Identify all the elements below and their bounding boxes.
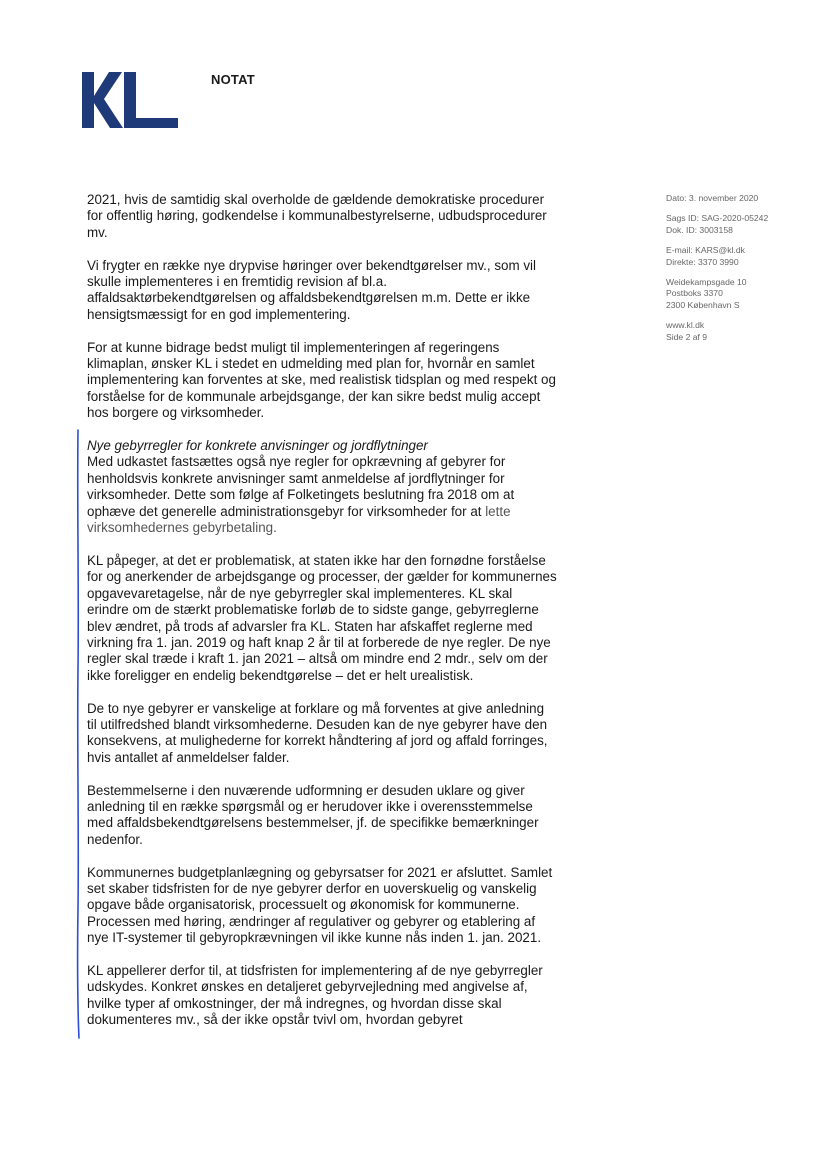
page-number: Side 2 af 9: [666, 331, 708, 342]
document-type-label: NOTAT: [211, 72, 255, 87]
logo-letter-l: [124, 72, 178, 128]
paragraph-8: Kommunernes budgetplanlægning og gebyrsatser for 2021 er afsluttet. Samlet set skaber tidsfristen for de nye gebyrer derfor en uoverskuelig og vanskelig opgave både organisatorisk, processuelt og økonomisk for kommunerne. Processen med høring, ændringer af regulativer og gebyrer og etablering af nye IT-systemer til gebyropkrævningen vil ikke kunne nås inden 1. jan. 2021.: [87, 864, 553, 946]
doc-id-line: Dok. ID: 3003158: [666, 224, 733, 235]
paragraph-4-muted-text: lette virksomhedernes gebyrbetaling.: [87, 503, 511, 536]
paragraph-9: KL appellerer derfor til, at tidsfristen for implementering af de nye gebyrregler udskydes. Konkret ønskes en detaljeret gebyrvejledning med angivelse af, hvilke typer af omkostninger, der må indregnes, og hvordan disse skal dokumenteres mv., så der ikke opstår tvivl om, hvordan gebyret: [87, 962, 543, 1028]
contact-group: [666, 245, 816, 268]
paragraph-7: Bestemmelserne i den nuværende udformning er desuden uklare og giver anledning til en række spørgsmål og er herudover ikke i overensstemmelse med affaldsbekendtgørelsens bestemmelser, jf. de specifikke bemærkninger nedenfor.: [87, 782, 539, 847]
paragraph-3: For at kunne bidrage bedst muligt til implementeringen af regeringens klimaplan, ønsker KL i stedet en udmelding med plan for, hvornår en samlet implementering kan forventes at ske, med realistisk tidsplan og med respekt og forståelse for de kommunale arbejdsgange, der kan sikre bedst mulig accept hos borgere og virksomheder.: [87, 339, 556, 421]
website-line: www.kl.dk: [666, 320, 705, 331]
address-box: Postboks 3370: [666, 288, 723, 299]
web-group: [666, 320, 816, 343]
paragraph-5: KL påpeger, at det er problematisk, at staten ikke har den fornødne forståelse for og anerkender de arbejdsgange og processer, der gælder for kommunernes opgavevaretagelse, når de nye gebyrregler skal implementeres. KL skal erindre om de stærkt problematiske forløb de to sidste gange, gebyrreglerne blev ændret, på trods af advarsler fra KL. Staten har afskaffet reglerne med virkning fra 1. jan. 2019 og haft knap 2 år til at forberede de nye regler. De nye regler skal træde i kraft 1. jan 2021 – altså om mindre end 2 mdr., selv om der ikke foreligger en endelig bekendtgørelse – det er helt urealistisk.: [87, 552, 557, 683]
handwritten-margin-line: [70, 428, 86, 1040]
address-group: [666, 277, 816, 311]
date-line: Dato: 3. november 2020: [666, 193, 759, 203]
address-street: Weidekampsgade 10: [666, 277, 747, 288]
email-line: E-mail: KARS@kl.dk: [666, 245, 745, 256]
paragraph-1: 2021, hvis de samtidig skal overholde de gældende demokratiske procedurer for offentlig høring, godkendelse i kommunalbestyrelserne, udbudsprocedurer mv.: [87, 192, 547, 240]
paragraph-2: Vi frygter en række nye drypvise høringer over bekendtgørelser mv., som vil skulle implementeres i en fremtidig revision af bl.a. affaldsaktørbekendtgørelsen og affaldsbekendtgørelsen m.m. Dette er ikke hensigtsmæssigt for en god implementering.: [87, 257, 536, 322]
date-group: [666, 193, 816, 204]
id-group: [666, 213, 816, 236]
logo-letter-k: [82, 72, 123, 128]
direct-phone-line: Direkte: 3370 3990: [666, 256, 739, 267]
section-heading: Nye gebyrregler for konkrete anvisninger og jordflytninger: [87, 438, 428, 454]
paragraph-6: De to nye gebyrer er vanskelige at forklare og må forventes at give anledning til utilfredshed blandt virksomhederne. Desuden kan de nye gebyrer have den konsekvens, at mulighederne for korrekt håndtering af jord og affald forringes, hvis antallet af anmeldelser falder.: [87, 700, 548, 765]
case-id-line: Sags ID: SAG-2020-05242: [666, 213, 769, 224]
address-city: 2300 København S: [666, 299, 740, 310]
paragraph-4-text: Med udkastet fastsættes også nye regler for opkrævning af gebyrer for henholdsvis konkrete anvisninger samt anmeldelse af jordflytninger for virksomheder. Dette som følge af Folketingets beslutning fra 2018 om at ophæve det generelle administrationsgebyr for virksomheder for at: [87, 454, 515, 519]
paragraph-4: [87, 438, 557, 536]
kl-logo: [82, 70, 180, 130]
meta-sidebar: [666, 193, 816, 352]
body-text: [87, 192, 557, 1045]
